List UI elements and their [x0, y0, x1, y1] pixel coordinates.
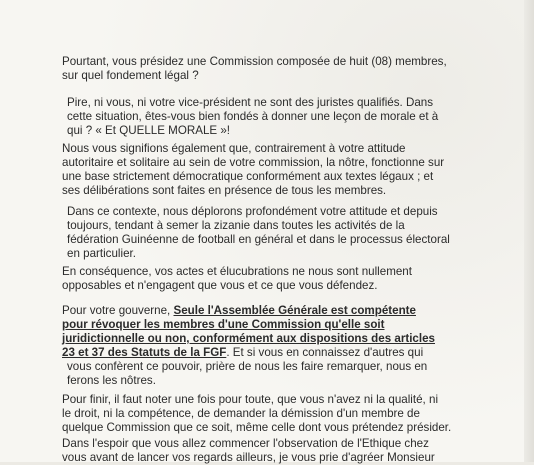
- text-line: Nous vous signifions également que, contrairement à votre attitude: [62, 142, 406, 155]
- text-line: opposables et n'engagent que vous et ce que vous défendez.: [62, 279, 378, 292]
- text-line: toujours, tendant à semer la zizanie dans toutes les activités de la: [67, 219, 405, 232]
- paragraph-4: [67, 205, 450, 261]
- text-line: Pourtant, vous présidez une Commission composée de huit (08) membres,: [62, 55, 447, 68]
- text-line: sur quel fondement légal ?: [62, 69, 199, 82]
- paragraph-2: [67, 96, 438, 138]
- emphasized-text: pour révoquer les membres d'une Commission qu'elle soit: [62, 318, 385, 331]
- text-line: En conséquence, vos actes et élucubrations ne nous sont nullement: [62, 265, 412, 278]
- paragraph-8: [62, 437, 435, 465]
- paragraph-6: [62, 304, 435, 388]
- text-line: autoritaire et solitaire au sein de votre commission, la nôtre, fonctionne sur: [62, 156, 445, 169]
- paragraph-5: [62, 265, 412, 293]
- text-line: en particulier.: [67, 247, 136, 260]
- text-run: Pour votre gouverne,: [62, 304, 174, 317]
- emphasized-text: Seule l'Assemblée Générale est compétente: [173, 304, 416, 317]
- text-run: . Et si vous en connaissez d'autres qui: [226, 346, 424, 359]
- text-line: cette situation, êtes-vous bien fondés à donner une leçon de morale et à: [67, 110, 439, 123]
- page-edge: [524, 0, 534, 462]
- text-line: quelque Commission que ce soit, même celle dont vous prétendez présider.: [62, 421, 452, 434]
- paragraph-1: [62, 55, 447, 83]
- emphasized-text: juridictionnelle ou non, conformément aux dispositions des articles: [62, 332, 435, 345]
- text-line: Dans l'espoir que vous allez commencer l'observation de l'Ethique chez: [62, 437, 429, 450]
- text-line: une base strictement démocratique conformément aux textes légaux ; et: [62, 170, 434, 183]
- text-line: vous confèrent ce pouvoir, prière de nous les faire remarquer, nous en: [67, 360, 428, 373]
- emphasized-text: 23 et 37 des Statuts de la FGF: [62, 346, 227, 359]
- text-line: ferons les nôtres.: [67, 374, 156, 387]
- text-line: ses délibérations sont faites en présence de tous les membres.: [62, 184, 387, 197]
- text-line: Dans ce contexte, nous déplorons profondément votre attitude et depuis: [67, 205, 438, 218]
- text-line: Pire, ni vous, ni votre vice-président ne sont des juristes qualifiés. Dans: [67, 96, 434, 109]
- text-line: le droit, ni la compétence, de demander la démission d'un membre de: [62, 407, 420, 420]
- text-line: Pour finir, il faut noter une fois pour toute, que vous n'avez ni la qualité, ni: [62, 393, 439, 406]
- paragraph-7: [62, 393, 451, 435]
- text-line: fédération Guinéenne de football en général et dans le processus électoral: [67, 233, 450, 246]
- text-line: qui ? « Et QUELLE MORALE »!: [67, 124, 231, 137]
- text-line: vous avant de lancer vos regards ailleurs, je vous prie d'agréer Monsieur: [62, 451, 435, 464]
- paragraph-3: [62, 142, 444, 198]
